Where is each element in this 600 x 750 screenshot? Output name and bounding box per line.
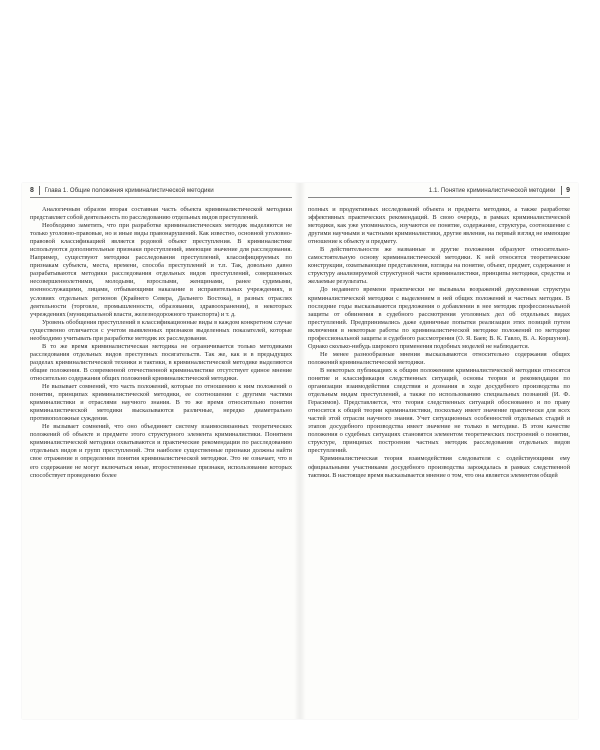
paragraph: До недавнего времени практически не вызывала возражений двухзвенная структура криминалистической методики с выделением в ней общих положений и частных методик. В последние годы высказываются предложения о добавлении в нее методик профессиональной защиты от обвинения в судебного рассмотрения уголовных дел об отдельных видах преступлений. Предпринимались даже единичные попытки реализации этих позиций путем включения в некоторые работы по криминалистической методике положений по методике профессиональной защиты и судебного рассмотрения (О. Я. Баев; В. К. Гавло, В. А. Коршунов). Однако сколько-нибудь широкого применения подобных моделей не наблюдается.	[308, 286, 570, 350]
header-separator	[39, 186, 40, 195]
paragraph: В то же время криминалистическая методика не ограничивается только методиками расследования отдельных видов преступных посягательств. Так же, как и в предыдущих разделах криминалистической техники и тактики, в криминалистической методике выделяются общие положения. В современной отечественной криминалистике отсутствует единое мнение относительно содержания общих положений криминалистической методики.	[30, 342, 292, 382]
paragraph: Необходимо заметить, что при разработке криминалистических методик выделяются не только уголовно-правовые, но и иные виды правонарушений. Как известно, основной уголовно-правовой классификацией является родовой объект преступления. В криминалистике используются дополнительные признаки преступлений, имеющие значение для расследования. Например, существуют методики расследования преступлений, классифицируемых по признакам субъекта, места, времени, способа преступлений и т.п. Так, довольно давно разрабатываются методики расследования отдельных видов преступлений, совершенных несовершеннолетними, молодыми, взрослыми, женщинами, ранее судимыми, военнослужащими, лицами, отбывающими наказание в исправительных учреждениях, в условиях отдельных регионов (Крайнего Севера, Дальнего Востока), в разных отраслях деятельности (торговле, промышленности, образовании, здравоохранении), в некоторых учреждениях (муниципальной власти, железнодорожного транспорта) и т. д.	[30, 222, 292, 318]
left-page-body	[30, 206, 292, 480]
right-running-head-title: 1.1. Понятие криминалистической методики	[428, 186, 556, 194]
right-page-number: 9	[566, 186, 570, 194]
paragraph: Не вызывает сомнений, что оно объединяет систему взаимосвязанных теоретических положений об объекте и предмете этого структурного элемента криминалистики. Понятием криминалистической методики охватываются и практические рекомендации по расследованию отдельных видов и групп преступлений. Эти наиболее существенные признаки должны найти свое отражение в определении понятия криминалистической методики. Это не означает, что в его содержание не могут включаться иные, второстепенные признаки, использование которых способствует проведению более	[30, 423, 292, 479]
book-gutter	[294, 183, 306, 719]
left-running-head-title: Глава 1. Общие положения криминалистической методики	[44, 186, 214, 194]
left-page	[30, 183, 292, 719]
right-page-body	[308, 206, 570, 480]
left-page-number: 8	[30, 186, 34, 194]
paragraph: Не вызывает сомнений, что часть положений, которые по отношению к ним положений о понятии, принципах криминалистической методики, ее соотношении с другими частями криминалистики и отраслями научного знания. В то же время относительно понятия криминалистической методики высказываются различные, нередко диаметрально противоположные суждения.	[30, 383, 292, 423]
paragraph: Криминалистическая теория взаимодействия следователя с содействующими ему официальными участниками досудебного производства зарождалась в рамках следственной тактики. В настоящее время высказывается мнение о том, что она является элементом общей	[308, 455, 570, 479]
right-running-head	[308, 183, 570, 198]
book-spread	[22, 183, 578, 719]
right-page	[308, 183, 570, 719]
paragraph: В некоторых публикациях к общим положениям криминалистической методики относятся понятие и классификация следственных ситуаций, основы теории и рекомендации по организации взаимодействия следствия и дознания в ходе досудебного производства по отдельным видам преступлений, а также по использованию специальных познаний (И. Ф. Герасимов). Представляется, что теория следственных ситуаций обоснованно и по праву относится к общей теории криминалистики, поскольку имеет значение практически для всех частей этой отрасли научного знания. Учет ситуационных особенностей отдельных стадий и этапов досудебного производства имеет значение не только в методике. В этом качестве положения о судебных ситуациях становятся элементом теоретических построений о понятии, структуре, принципах построения частных методик расследования отдельных видов преступлений.	[308, 366, 570, 455]
paragraph: В действительности же названные и другие положения образуют относительно-самостоятельную основу криминалистической методики. К ней относятся теоретические конструкции, охватывающие представления, взгляды на понятие, объект, предмет, содержание и структуру анализируемой структурной части криминалистики, принципы методики, средства и желаемые результаты.	[308, 246, 570, 286]
paragraph: Не менее разнообразные мнения высказываются относительно содержания общих положений криминалистической методики.	[308, 350, 570, 366]
paragraph: Уровень обобщения преступлений в классификационные виды в каждом конкретном случае существенно отличается с учетом выявленных признаков выделенных показателей, которые необходимо учитывать при разработке методик их расследования.	[30, 318, 292, 342]
header-separator	[561, 186, 562, 195]
left-running-head	[30, 183, 292, 198]
paragraph: Аналогичным образом вторая составная часть объекта криминалистической методики представляет собой деятельность по расследованию отдельных видов преступлений.	[30, 206, 292, 222]
paragraph: полных и продуктивных исследований объекта и предмета методики, а также разработке эффективных практических рекомендаций. В свою очередь, в рамках криминалистической методики, как уже упоминалось, изучаются ее понятие, содержание, структура, соотношение с другими научными и частными криминалистики, другие явления, на первый взгляд не имеющие отношение к объекту и предмету.	[308, 206, 570, 246]
